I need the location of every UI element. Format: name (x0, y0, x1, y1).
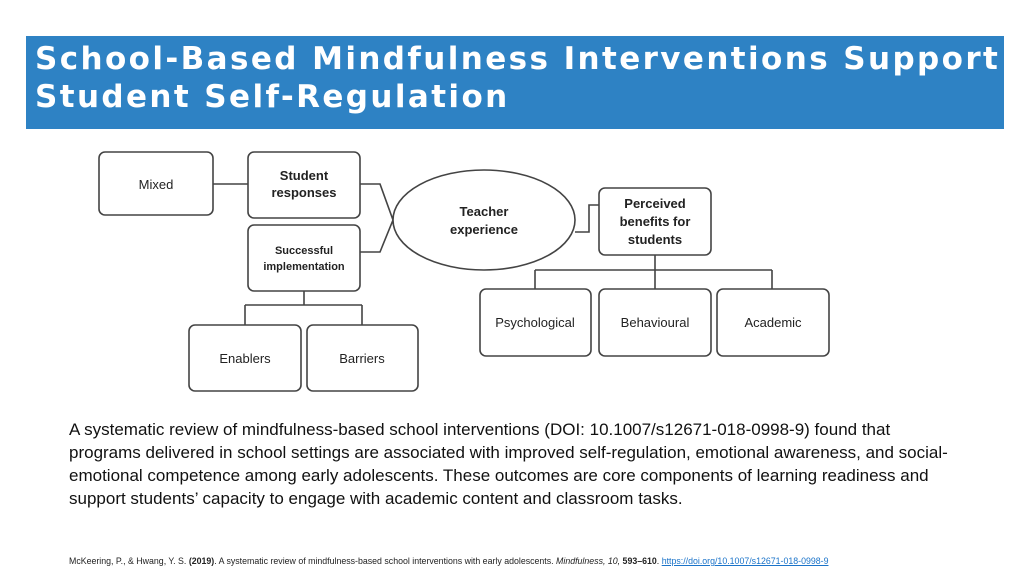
node-barriers-label: Barriers (339, 351, 385, 366)
summary-paragraph: A systematic review of mindfulness-based school interventions (DOI: 10.1007/s12671-018-0998-9) found that programs delivered in school settings are associated with improved self-regulation, emotional awareness, and social-emotional competence among early adolescents. These outcomes are core components of learning readiness and support students’ capacity to engage with academic content and classroom tasks. (69, 420, 948, 508)
connector-benefits-tree (535, 255, 772, 289)
connector-implementation-tree (245, 291, 362, 325)
node-successful-implementation (248, 225, 360, 291)
citation: McKeering, P., & Hwang, Y. S. (2019). A systematic review of mindfulness-based school interventions with early adolescents. Mindfulness, 10, 593–610. https://doi.org/10.1007/s12671-018-0998-9 (69, 556, 829, 566)
citation-pages: 593–610 (622, 556, 657, 566)
node-student-responses-line-1: Student (279, 168, 329, 183)
slide-title-line-2: Student Self-Regulation (35, 79, 510, 115)
citation-title: . A systematic review of mindfulness-based school interventions with early adolescents. (214, 556, 557, 566)
node-academic (717, 289, 829, 356)
connector-teacher-to-benefits (575, 205, 599, 232)
node-student-responses-line-2: responses (271, 185, 337, 200)
node-perceived-benefits-line-2: benefits for (619, 214, 691, 229)
citation-year: (2019) (188, 556, 215, 566)
citation-authors: McKeering, P., & Hwang, Y. S. (69, 556, 189, 566)
node-enablers (189, 325, 301, 391)
node-perceived-benefits (599, 188, 711, 255)
node-perceived-benefits-line-1: Perceived (624, 196, 686, 211)
node-teacher-experience-line-2: experience (450, 222, 518, 237)
connector-left-to-teacher (360, 184, 393, 252)
citation-volume: 10, (607, 556, 623, 566)
node-barriers (307, 325, 418, 391)
node-behavioural (599, 289, 711, 356)
node-mixed (99, 152, 213, 215)
citation-journal: Mindfulness, (556, 556, 608, 566)
citation-doi-link[interactable]: https://doi.org/10.1007/s12671-018-0998-9 (661, 556, 829, 566)
node-enablers-label: Enablers (219, 351, 271, 366)
node-mixed-label: Mixed (138, 177, 174, 192)
node-teacher-experience-line-1: Teacher (459, 204, 509, 219)
node-academic-label: Academic (744, 315, 802, 330)
node-student-responses (248, 152, 360, 218)
node-behavioural-label: Behavioural (620, 315, 690, 330)
node-teacher-experience (393, 170, 575, 270)
node-psychological (480, 289, 591, 356)
node-successful-implementation-line-2: implementation (263, 261, 345, 273)
node-psychological-label: Psychological (495, 315, 575, 330)
node-successful-implementation-line-1: Successful (274, 245, 334, 257)
slide-title-line-1: School-Based Mindfulness Interventions Support (35, 41, 1001, 77)
node-perceived-benefits-line-3: students (627, 232, 683, 247)
